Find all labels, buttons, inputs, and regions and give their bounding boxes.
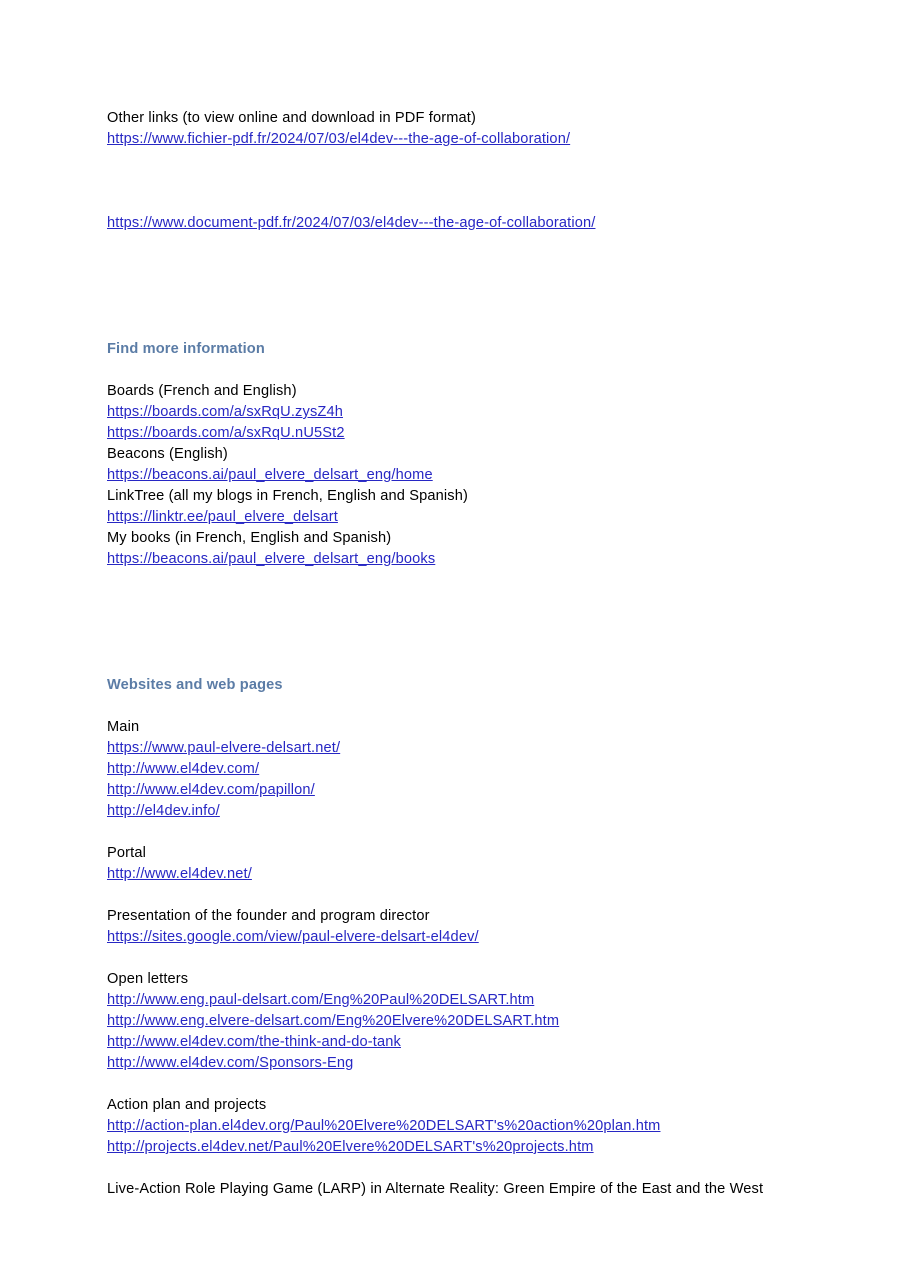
spacer (107, 654, 827, 675)
beacons-books-link[interactable]: https://beacons.ai/paul_elvere_delsart_eng/books (107, 551, 436, 567)
spacer (107, 318, 827, 339)
document-pdf-link[interactable]: https://www.document-pdf.fr/2024/07/03/el4dev---the-age-of-collaboration/ (107, 215, 596, 231)
find-more-information-heading: Find more information (107, 341, 265, 357)
document-content (107, 108, 827, 1200)
boards-link-2[interactable]: https://boards.com/a/sxRqU.nU5St2 (107, 425, 345, 441)
fichier-pdf-link[interactable]: https://www.fichier-pdf.fr/2024/07/03/el4dev---the-age-of-collaboration/ (107, 131, 571, 147)
spacer (107, 1158, 827, 1179)
action-plan-link[interactable]: http://action-plan.el4dev.org/Paul%20Elvere%20DELSART's%20action%20plan.htm (107, 1118, 661, 1134)
boards-label: Boards (French and English) (107, 383, 297, 399)
larp-group (107, 1179, 827, 1200)
spacer (107, 150, 827, 213)
open-letters-group (107, 969, 827, 1074)
spacer (107, 570, 827, 654)
spacer (107, 948, 827, 969)
el4dev-papillon-link[interactable]: http://www.el4dev.com/papillon/ (107, 782, 315, 798)
spacer (107, 822, 827, 843)
action-plan-label: Action plan and projects (107, 1097, 267, 1113)
paul-elvere-delsart-link[interactable]: https://www.paul-elvere-delsart.net/ (107, 740, 341, 756)
linktree-label: LinkTree (all my blogs in French, English and Spanish) (107, 488, 469, 504)
el4dev-com-link[interactable]: http://www.el4dev.com/ (107, 761, 260, 777)
portal-group (107, 843, 827, 885)
find-more-information-section (107, 339, 827, 570)
think-and-do-tank-link[interactable]: http://www.el4dev.com/the-think-and-do-tank (107, 1034, 401, 1050)
spacer (107, 360, 827, 381)
projects-link[interactable]: http://projects.el4dev.net/Paul%20Elvere%20DELSART's%20projects.htm (107, 1139, 594, 1155)
sites-google-link[interactable]: https://sites.google.com/view/paul-elvere-delsart-el4dev/ (107, 929, 479, 945)
other-links-label: Other links (to view online and download in PDF format) (107, 110, 476, 126)
main-group (107, 717, 827, 822)
el4dev-net-link[interactable]: http://www.el4dev.net/ (107, 866, 252, 882)
sponsors-eng-link[interactable]: http://www.el4dev.com/Sponsors-Eng (107, 1055, 354, 1071)
presentation-label: Presentation of the founder and program director (107, 908, 430, 924)
spacer (107, 696, 827, 717)
my-books-label: My books (in French, English and Spanish) (107, 530, 392, 546)
spacer (107, 885, 827, 906)
beacons-home-link[interactable]: https://beacons.ai/paul_elvere_delsart_eng/home (107, 467, 433, 483)
action-plan-and-projects-group (107, 1095, 827, 1158)
other-links-block (107, 108, 827, 150)
beacons-label: Beacons (English) (107, 446, 228, 462)
websites-and-web-pages-heading: Websites and web pages (107, 677, 283, 693)
open-letters-label: Open letters (107, 971, 189, 987)
spacer (107, 234, 827, 318)
document-pdf-block (107, 213, 827, 234)
larp-label: Live-Action Role Playing Game (LARP) in Alternate Reality: Green Empire of the East and the West (107, 1181, 764, 1197)
el4dev-info-link[interactable]: http://el4dev.info/ (107, 803, 220, 819)
main-label: Main (107, 719, 140, 735)
eng-paul-delsart-link[interactable]: http://www.eng.paul-delsart.com/Eng%20Paul%20DELSART.htm (107, 992, 535, 1008)
portal-label: Portal (107, 845, 146, 861)
linktree-link[interactable]: https://linktr.ee/paul_elvere_delsart (107, 509, 338, 525)
websites-and-web-pages-section (107, 675, 827, 1200)
spacer (107, 1074, 827, 1095)
presentation-group (107, 906, 827, 948)
eng-elvere-delsart-link[interactable]: http://www.eng.elvere-delsart.com/Eng%20Elvere%20DELSART.htm (107, 1013, 560, 1029)
boards-link-1[interactable]: https://boards.com/a/sxRqU.zysZ4h (107, 404, 343, 420)
